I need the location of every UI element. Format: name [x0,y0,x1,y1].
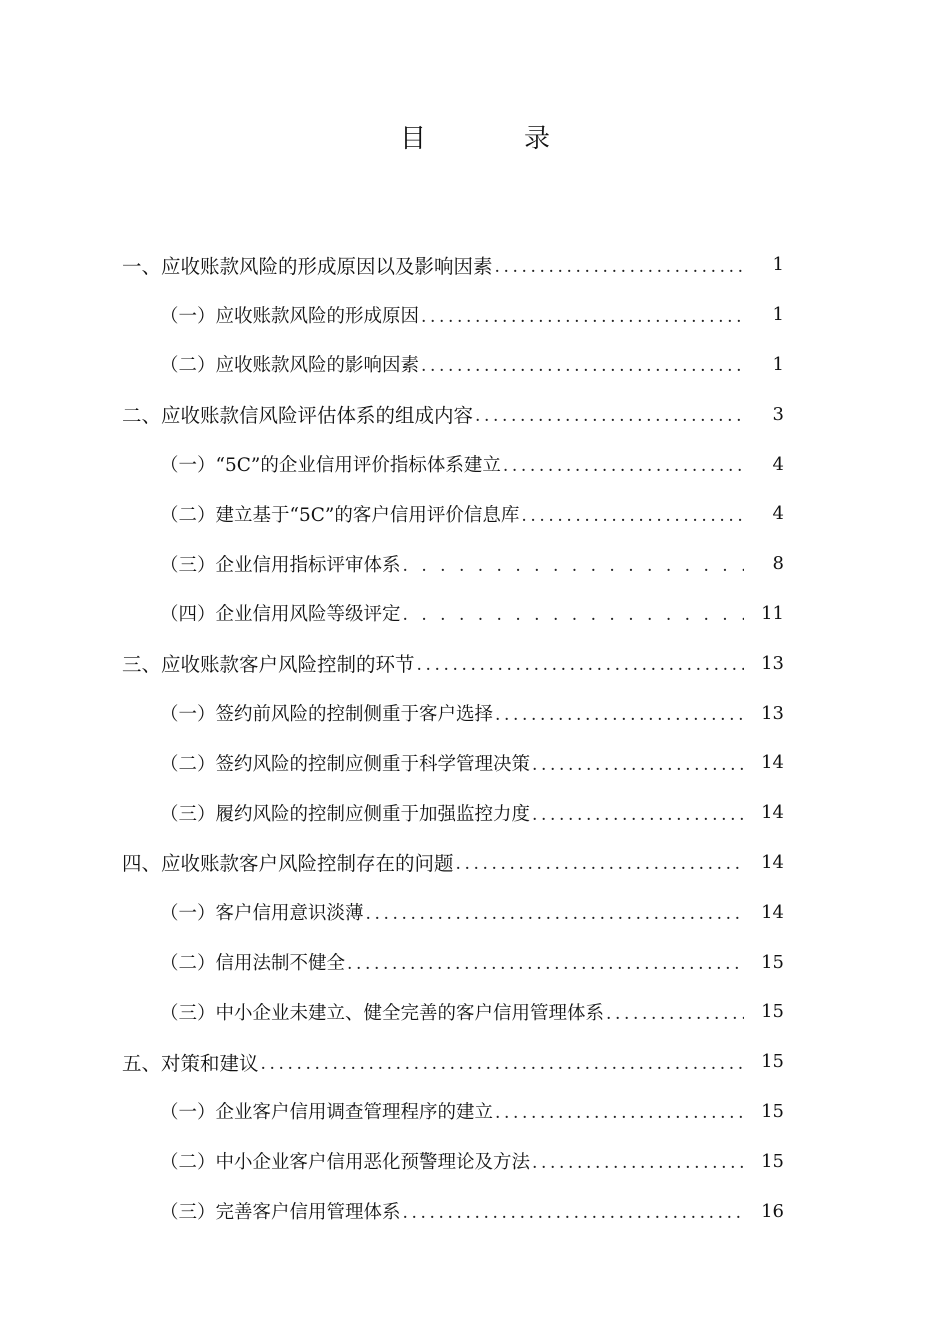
toc-page-number: 15 [761,951,784,973]
toc-entry-section-1-1[interactable] [0,290,950,340]
toc-entry-chapter-2[interactable] [0,389,950,439]
toc-entry-section-2-4[interactable] [0,589,950,639]
dot-leader [347,954,744,974]
toc-entry-text: （一）应收账款风险的形成原因 [160,305,420,327]
dot-leader [532,805,744,825]
dot-leader [503,456,744,476]
dot-leader [421,356,744,376]
dot-leader [495,257,744,277]
toc-entry-text: （二）建立基于“5C”的客户信用评价信息库 [160,504,520,526]
dot-leader [417,655,744,675]
toc-entry-text: （三）履约风险的控制应侧重于加强监控力度 [160,803,531,825]
toc-entry-text: 一、应收账款风险的形成原因以及影响因素 [122,254,493,278]
toc-entry-section-4-3[interactable] [0,987,950,1037]
toc-page-number: 14 [761,901,784,923]
toc-entry-text: （一）客户信用意识淡薄 [160,903,364,925]
toc-entry-section-2-3[interactable] [0,539,950,589]
dot-leader [421,307,744,327]
toc-entry-section-3-3[interactable] [0,788,950,838]
toc-page-number: 13 [761,652,784,674]
dot-leader [456,854,744,874]
dot-leader [521,506,744,526]
toc-page-number: 11 [761,602,784,624]
toc-entry-text: （四）企业信用风险等级评定 [160,604,401,626]
toc-entry-section-2-2[interactable] [0,489,950,539]
toc-entry-text: 二、应收账款信风险评估体系的组成内容 [122,404,474,428]
dot-leader [606,1004,744,1024]
toc-entry-text: （一）企业客户信用调查管理程序的建立 [160,1102,494,1124]
dot-leader [532,755,744,775]
toc-entry-section-5-1[interactable] [0,1087,950,1137]
toc-page-number: 15 [761,1001,784,1023]
toc-entry-text: （三）完善客户信用管理体系 [160,1202,401,1224]
toc-page-number: 15 [761,1150,784,1172]
toc-entry-section-4-1[interactable] [0,887,950,937]
toc-entry-section-1-2[interactable] [0,340,950,390]
toc-page-number: 15 [761,1100,784,1122]
toc-entry-section-3-2[interactable] [0,738,950,788]
dot-leader [403,1203,744,1223]
toc-page-number: 1 [772,254,784,276]
toc-entry-chapter-4[interactable] [0,838,950,888]
toc-entry-text: （二）信用法制不健全 [160,953,346,975]
toc-entry-text: （一）签约前风险的控制侧重于客户选择 [160,704,494,726]
dot-leader [403,556,744,576]
toc-entry-section-4-2[interactable] [0,937,950,987]
toc-entry-chapter-3[interactable] [0,638,950,688]
toc-page-number: 4 [772,453,784,475]
toc-list [0,240,950,1236]
toc-entry-text: 五、对策和建议 [122,1051,259,1075]
toc-page-number: 13 [761,702,784,724]
toc-page-number: 15 [761,1051,784,1073]
dot-leader [261,1054,744,1074]
toc-entry-text: （二）签约风险的控制应侧重于科学管理决策 [160,753,531,775]
toc-page-number: 14 [761,802,784,824]
toc-page-number: 1 [772,304,784,326]
toc-entry-chapter-5[interactable] [0,1037,950,1087]
toc-entry-section-5-2[interactable] [0,1136,950,1186]
toc-page-number: 1 [772,353,784,375]
toc-page-number: 14 [761,752,784,774]
toc-entry-text: （二）中小企业客户信用恶化预警理论及方法 [160,1152,531,1174]
toc-entry-text: （二）应收账款风险的影响因素 [160,355,420,377]
toc-page-number: 4 [772,503,784,525]
toc-entry-section-5-3[interactable] [0,1186,950,1236]
toc-page-number: 8 [772,553,784,575]
toc-entry-text: （三）中小企业未建立、健全完善的客户信用管理体系 [160,1002,605,1024]
dot-leader [366,904,744,924]
toc-page-number: 3 [772,403,784,425]
dot-leader [532,1153,744,1173]
toc-entry-text: （一）“5C”的企业信用评价指标体系建立 [160,455,501,477]
dot-leader [403,605,744,625]
toc-entry-text: 四、应收账款客户风险控制存在的问题 [122,852,454,876]
toc-entry-section-2-1[interactable] [0,439,950,489]
dot-leader [495,705,744,725]
toc-entry-text: （三）企业信用指标评审体系 [160,554,401,576]
page-title: 目 录 [399,124,586,154]
toc-page-number: 14 [761,851,784,873]
toc-entry-text: 三、应收账款客户风险控制的环节 [122,653,415,677]
toc-entry-chapter-1[interactable] [0,240,950,290]
toc-page-number: 16 [761,1200,784,1222]
dot-leader [475,406,744,426]
dot-leader [495,1103,744,1123]
toc-entry-section-3-1[interactable] [0,688,950,738]
